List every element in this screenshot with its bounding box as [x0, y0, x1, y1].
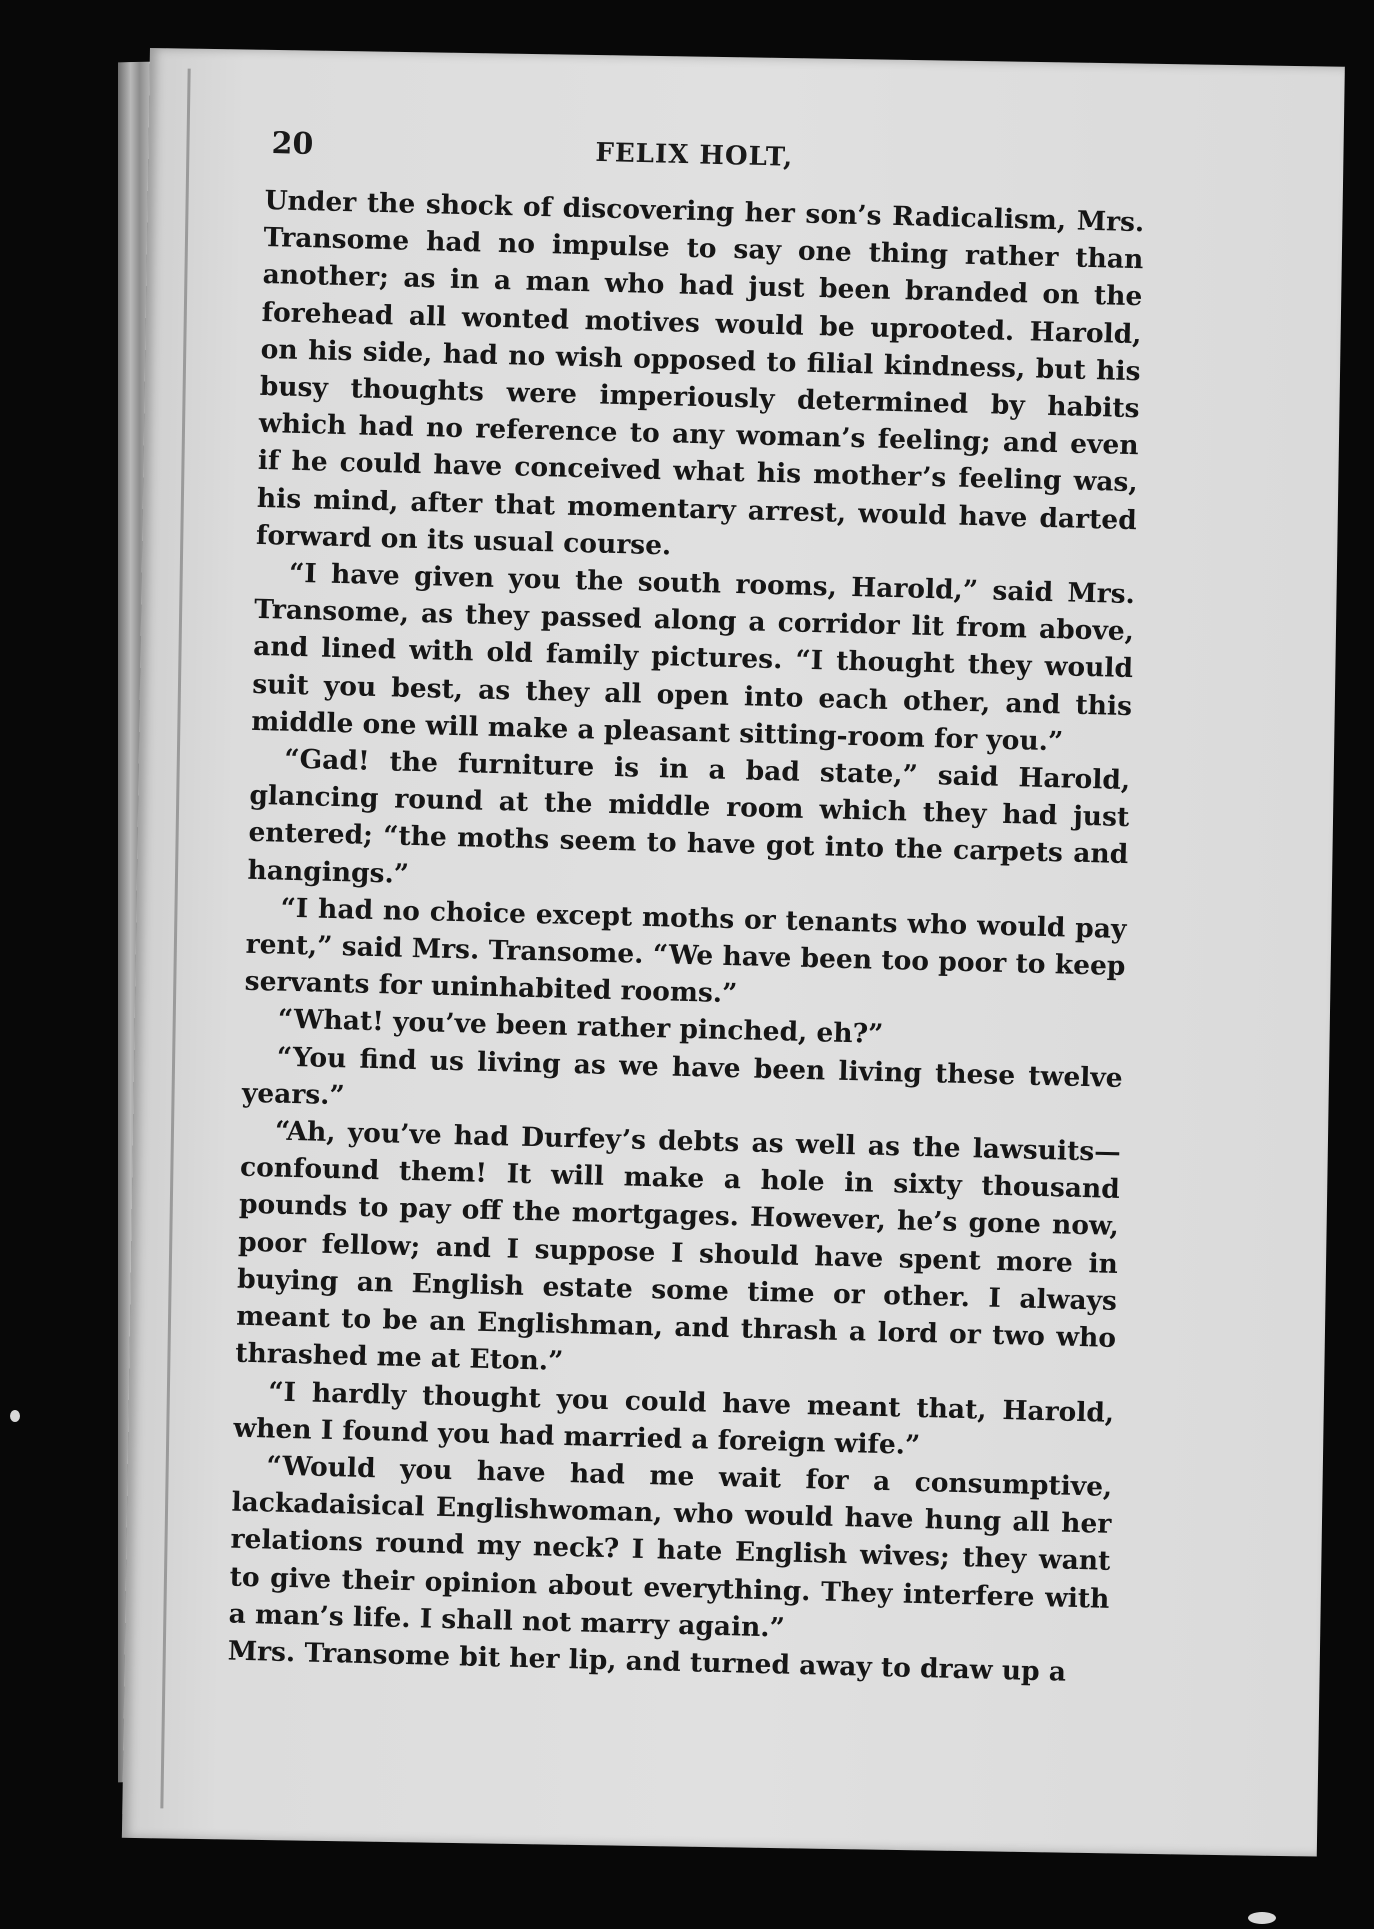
page-body-text — [227, 182, 1144, 1692]
running-title: FELIX HOLT, — [595, 137, 794, 173]
paragraph: “I had no choice except moths or tenants who would pay rent,” said Mrs. Transome. “We have been too poor to keep servants for uninhabited rooms.” — [244, 892, 1127, 1010]
paragraph: “Would you have had me wait for a consumptive, lackadaisical Englishwoman, who would have hung all her relations round my neck? I hate English wives; they want to give their opinion about everything. They interfere with a man’s life. I shall not marry again.” — [228, 1450, 1113, 1644]
paragraph: “Gad! the furniture is in a bad state,” said Harold, glancing round at the middle room which they had just entered; “the moths seem to have got into the carpets and hangings.” — [247, 743, 1131, 890]
paragraph: “I have given you the south rooms, Harold,” said Mrs. Transome, as they passed along a corridor lit from above, and lined with old family pictures. “I thought they would suit you best, as they all open into each other, and this middle one will make a pleasant sitting-room for you.” — [250, 557, 1136, 758]
paragraph: “What! you’ve been rather pinched, eh?” — [277, 1004, 884, 1051]
scan-speck — [1248, 1912, 1276, 1924]
paragraph: “I hardly thought you could have meant that, Harold, when I found you had married a foreign wife.” — [233, 1375, 1115, 1461]
page-gutter-line — [160, 69, 190, 1809]
page-number: 20 — [271, 126, 314, 163]
paragraph: “Ah, you’ve had Durfey’s debts as well as the lawsuits—confound them! It will make a hole in sixty thousand pounds to pay off the mortgages. However, he’s gone now, poor fellow; and I suppose I should have spent more in buying an English estate some time or other. I always meant to be an Englishman, and thrash a lord or two who thrashed me at Eton.” — [234, 1115, 1122, 1378]
paragraph: Under the shock of discovering her son’s Radicalism, Mrs. Transome had no impulse to say one thing rather than another; as in a man who had just been branded on the forehead all wonted motives would be uprooted. Harold, on his side, had no wish opposed to filial kindness, but his busy thoughts were imperiously determined by habits which had no reference to any woman’s feeling; and even if he could have conceived what his mother’s feeling was, his mind, after that momentary arrest, would have darted forward on its usual course. — [255, 184, 1145, 562]
paragraph: “You find us living as we have been living these twelve years.” — [241, 1041, 1123, 1112]
scan-speck — [10, 1410, 20, 1422]
paragraph: Mrs. Transome bit her lip, and turned away to draw up a — [227, 1635, 1067, 1688]
